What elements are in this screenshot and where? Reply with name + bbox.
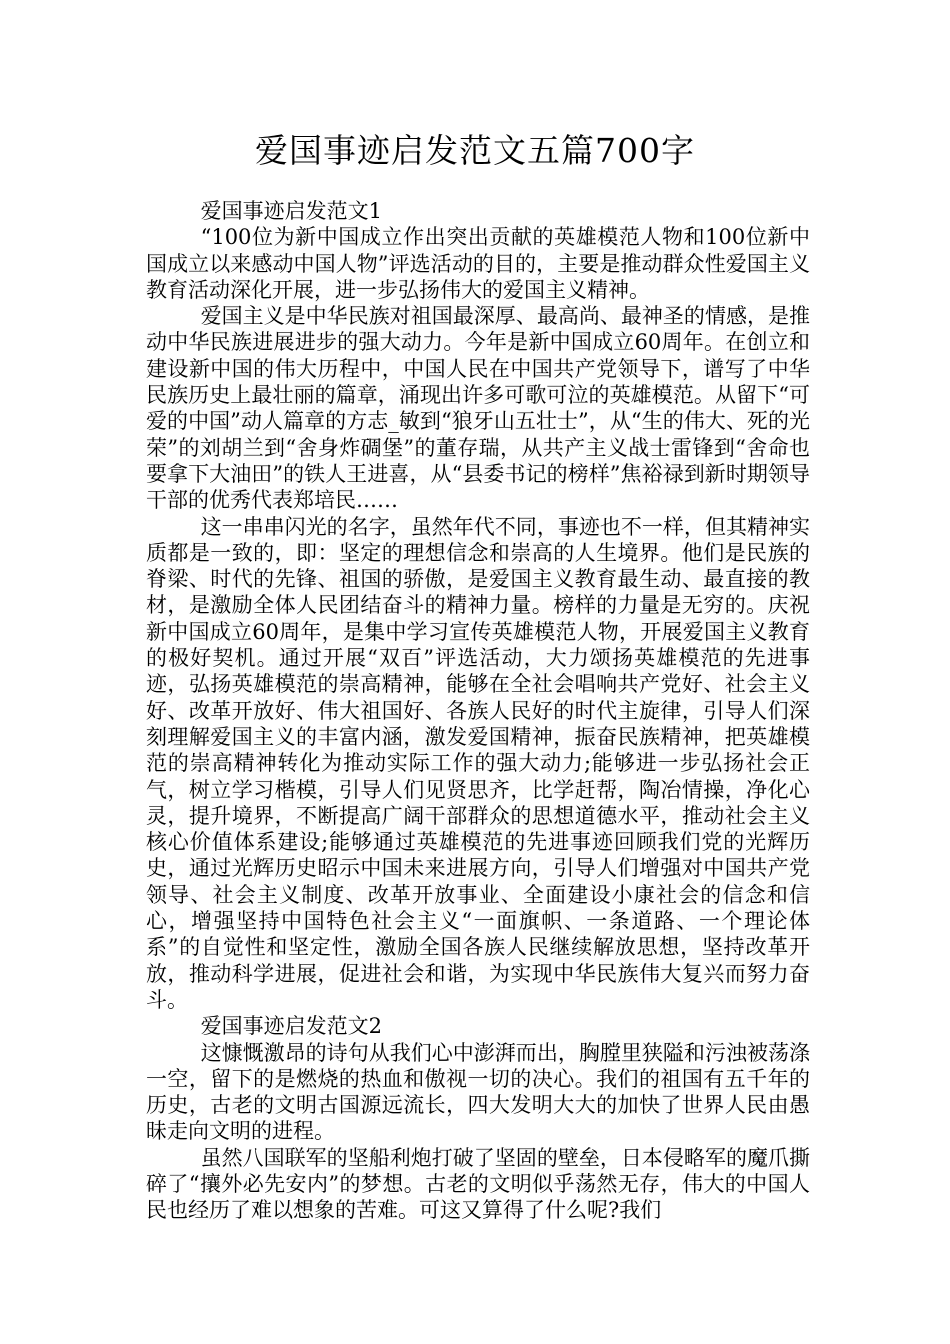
document-title: 爱国事迹启发范文五篇700字 <box>255 131 695 170</box>
paragraph: 这慷慨激昂的诗句从我们心中澎湃而出，胸膛里狭隘和污浊被荡涤一空，留下的是燃烧的热血和傲视一切的决心。我们的祖国有五千年的历史，古老的文明古国源远流长，四大发明大大的加快了世界人民由愚昧走向文明的进程。 <box>146 1040 810 1144</box>
paragraph: 虽然八国联军的坚船利炮打破了坚固的壁垒，日本侵略军的魔爪撕碎了“攘外必先安内”的梦想。古老的文明似乎荡然无存，伟大的中国人民也经历了难以想象的苦难。可这又算得了什么呢?我们 <box>146 1145 810 1223</box>
section-heading-1: 爱国事迹启发范文1 <box>200 199 382 223</box>
paragraph: 这一串串闪光的名字，虽然年代不同，事迹也不一样，但其精神实质都是一致的，即：坚定的理想信念和崇高的人生境界。他们是民族的脊梁、时代的先锋、祖国的骄傲，是爱国主义教育最生动、最直接的教材，是激励全体人民团结奋斗的精神力量。榜样的力量是无穷的。庆祝新中国成立60周年，是集中学习宣传英雄模范人物，开展爱国主义教育的极好契机。通过开展“双百”评选活动，大力颂扬英雄模范的先进事迹，弘扬英雄模范的崇高精神，能够在全社会唱响共产党好、社会主义好、改革开放好、伟大祖国好、各族人民好的时代主旋律，引导人们深刻理解爱国主义的丰富内涵，激发爱国精神，振奋民族精神，把英雄模范的崇高精神转化为推动实际工作的强大动力;能够进一步弘扬社会正气，树立学习楷模，引导人们见贤思齐，比学赶帮，陶冶情操，净化心灵，提升境界，不断提高广阔干部群众的思想道德水平，推动社会主义核心价值体系建设;能够通过英雄模范的先进事迹回顾我们党的光辉历史，通过光辉历史昭示中国未来进展方向，引导人们增强对中国共产党领导、社会主义制度、改革开放事业、全面建设小康社会的信念和信心，增强坚持中国特色社会主义“一面旗帜、一条道路、一个理论体系”的自觉性和坚定性，激励全国各族人民继续解放思想，坚持改革开放，推动科学进展，促进社会和谐，为实现中华民族伟大复兴而努力奋斗。 <box>146 514 810 1012</box>
document-body <box>146 198 810 1224</box>
section-heading-2: 爱国事迹启发范文2 <box>200 1014 382 1039</box>
paragraph: 爱国主义是中华民族对祖国最深厚、最高尚、最神圣的情感，是推动中华民族进展进步的强大动力。今年是新中国成立60周年。在创立和建设新中国的伟大历程中，中国人民在中国共产党领导下，谱写了中华民族历史上最壮丽的篇章，涌现出许多可歌可泣的英雄模范。从留下“可爱的中国”动人篇章的方志_敏到“狼牙山五壮士”，从“生的伟大、死的光荣”的刘胡兰到“舍身炸碉堡”的董存瑞，从共产主义战士雷锋到“舍命也要拿下大油田”的铁人王进喜，从“县委书记的榜样”焦裕禄到新时期领导干部的优秀代表郑培民…… <box>146 304 810 513</box>
paragraph: “100位为新中国成立作出突出贡献的英雄模范人物和100位新中国成立以来感动中国人物”评选活动的目的，主要是推动群众性爱国主义教育活动深化开展，进一步弘扬伟大的爱国主义精神。 <box>146 225 810 302</box>
